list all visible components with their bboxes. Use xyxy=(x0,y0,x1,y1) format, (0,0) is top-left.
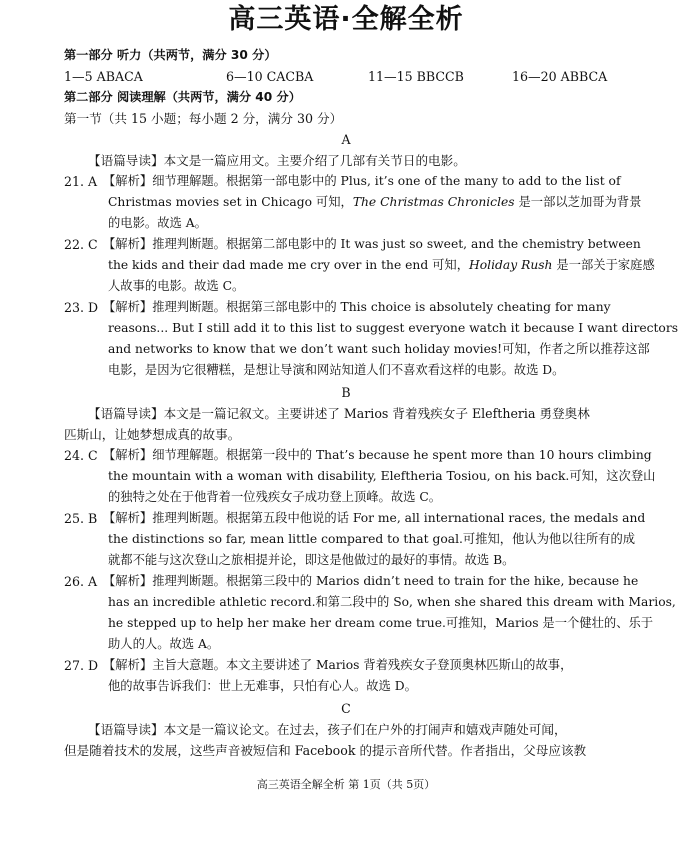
item-27-line-1: 【解析】主旨大意题。本文主要讲述了 Marios 背着残疾女子登顶奥林匹斯山的故事， xyxy=(103,658,573,672)
item-21-number: 21. A xyxy=(64,174,98,189)
item-22-line-1: 【解析】推理判断题。根据第二部电影中的 It was just so sweet, and the chemistry between xyxy=(103,237,641,251)
movie-title: The Christmas Chronicles xyxy=(352,195,515,209)
item-23-number: 23. D xyxy=(64,300,99,315)
answer-key-6-10: 6—10 CACBA xyxy=(226,69,314,84)
item-26-line-1: 【解析】推理判断题。根据第三段中的 Marios didn’t need to train for the hike, because he xyxy=(103,574,639,588)
part2-heading: 第二部分 阅读理解（共两节，满分 40 分） xyxy=(64,90,301,104)
passage-b-intro-line-1: 【语篇导读】本文是一篇记叙文。主要讲述了 Marios 背着残疾女子 Eleftheria 勇登奥林 xyxy=(88,406,590,421)
item-27-number: 27. D xyxy=(64,658,99,673)
item-22-line-3: 人故事的电影。故选 C。 xyxy=(108,279,245,293)
answer-key-11-15: 11—15 BBCCB xyxy=(368,69,464,84)
passage-a-letter: A xyxy=(341,132,351,147)
part1-heading: 第一部分 听力（共两节，满分 30 分） xyxy=(64,48,277,62)
passage-c-intro-line-1: 【语篇导读】本文是一篇议论文。在过去，孩子们在户外的打闹声和嬉戏声随处可闻， xyxy=(88,722,567,737)
item-26-line-3: he stepped up to help her make her dream come true.可推知，Marios 是一个健壮的、乐于 xyxy=(108,616,654,630)
answer-key-1-5: 1—5 ABACA xyxy=(64,69,143,84)
movie-title: Holiday Rush xyxy=(469,258,553,272)
section1-heading: 第一节（共 15 小题；每小题 2 分，满分 30 分） xyxy=(64,111,343,126)
item-25-line-1: 【解析】推理判断题。根据第五段中他说的话 For me, all international races, the medals and xyxy=(103,511,646,525)
page-footer: 高三英语全解全析 第 1页（共 5页） xyxy=(256,778,436,791)
item-25-line-3: 就都不能与这次登山之旅相提并论，即这是他做过的最好的事情。故选 B。 xyxy=(108,553,515,567)
item-24-line-2: the mountain with a woman with disability, Eleftheria Tosiou, on his back.可知，这次登山 xyxy=(108,469,656,483)
item-24-line-1: 【解析】细节理解题。根据第一段中的 That’s because he spent more than 10 hours climbing xyxy=(103,448,652,462)
passage-c-letter: C xyxy=(341,701,351,716)
passage-b-intro-line-2: 匹斯山，让她梦想成真的故事。 xyxy=(64,427,241,442)
passage-a-intro: 【语篇导读】本文是一篇应用文。主要介绍了几部有关节日的电影。 xyxy=(88,153,466,168)
item-21-line-2: Christmas movies set in Chicago 可知，The Christmas Chronicles 是一部以芝加哥为背景 xyxy=(108,195,642,209)
item-23-line-2: reasons... But I still add it to this list to suggest everyone watch it because I want directors xyxy=(108,321,679,335)
answer-key-16-20: 16—20 ABBCA xyxy=(512,69,608,84)
item-26-line-4: 助人的人。故选 A。 xyxy=(108,637,220,651)
item-26-line-2: has an incredible athletic record.和第二段中的 So, when she shared this dream with Marios, xyxy=(108,595,676,609)
passage-b-letter: B xyxy=(341,385,351,400)
item-21-line-3: 的电影。故选 A。 xyxy=(108,216,207,230)
item-26-number: 26. A xyxy=(64,574,98,589)
item-22-number: 22. C xyxy=(64,237,98,252)
item-22-line-2: the kids and their dad made me cry over in the end 可知，Holiday Rush 是一部关于家庭感 xyxy=(108,258,655,272)
item-24-line-3: 的独特之处在于他背着一位残疾女子成功登上顶峰。故选 C。 xyxy=(108,490,442,504)
item-23-line-1: 【解析】推理判断题。根据第三部电影中的 This choice is absolutely cheating for many xyxy=(103,300,611,314)
item-25-line-2: the distinctions so far, mean little compared to that goal.可推知，他认为他以往所有的成 xyxy=(108,532,636,546)
item-23-line-3: and networks to know that we don’t want such holiday movies!可知，作者之所以推荐这部 xyxy=(108,342,650,356)
item-27-line-2: 他的故事告诉我们：世上无难事，只怕有心人。故选 D。 xyxy=(108,679,417,693)
item-21-line-1: 【解析】细节理解题。根据第一部电影中的 Plus, it’s one of the many to add to the list of xyxy=(103,174,621,188)
page-title: 高三英语·全解全析 xyxy=(228,4,464,35)
item-24-number: 24. C xyxy=(64,448,98,463)
passage-c-intro-line-2: 但是随着技术的发展，这些声音被短信和 Facebook 的提示音所代替。作者指出，父母应该教 xyxy=(64,743,587,758)
item-25-number: 25. B xyxy=(64,511,98,526)
item-23-line-4: 电影，是因为它很糟糕，是想让导演和网站知道人们不喜欢看这样的电影。故选 D。 xyxy=(108,363,565,377)
